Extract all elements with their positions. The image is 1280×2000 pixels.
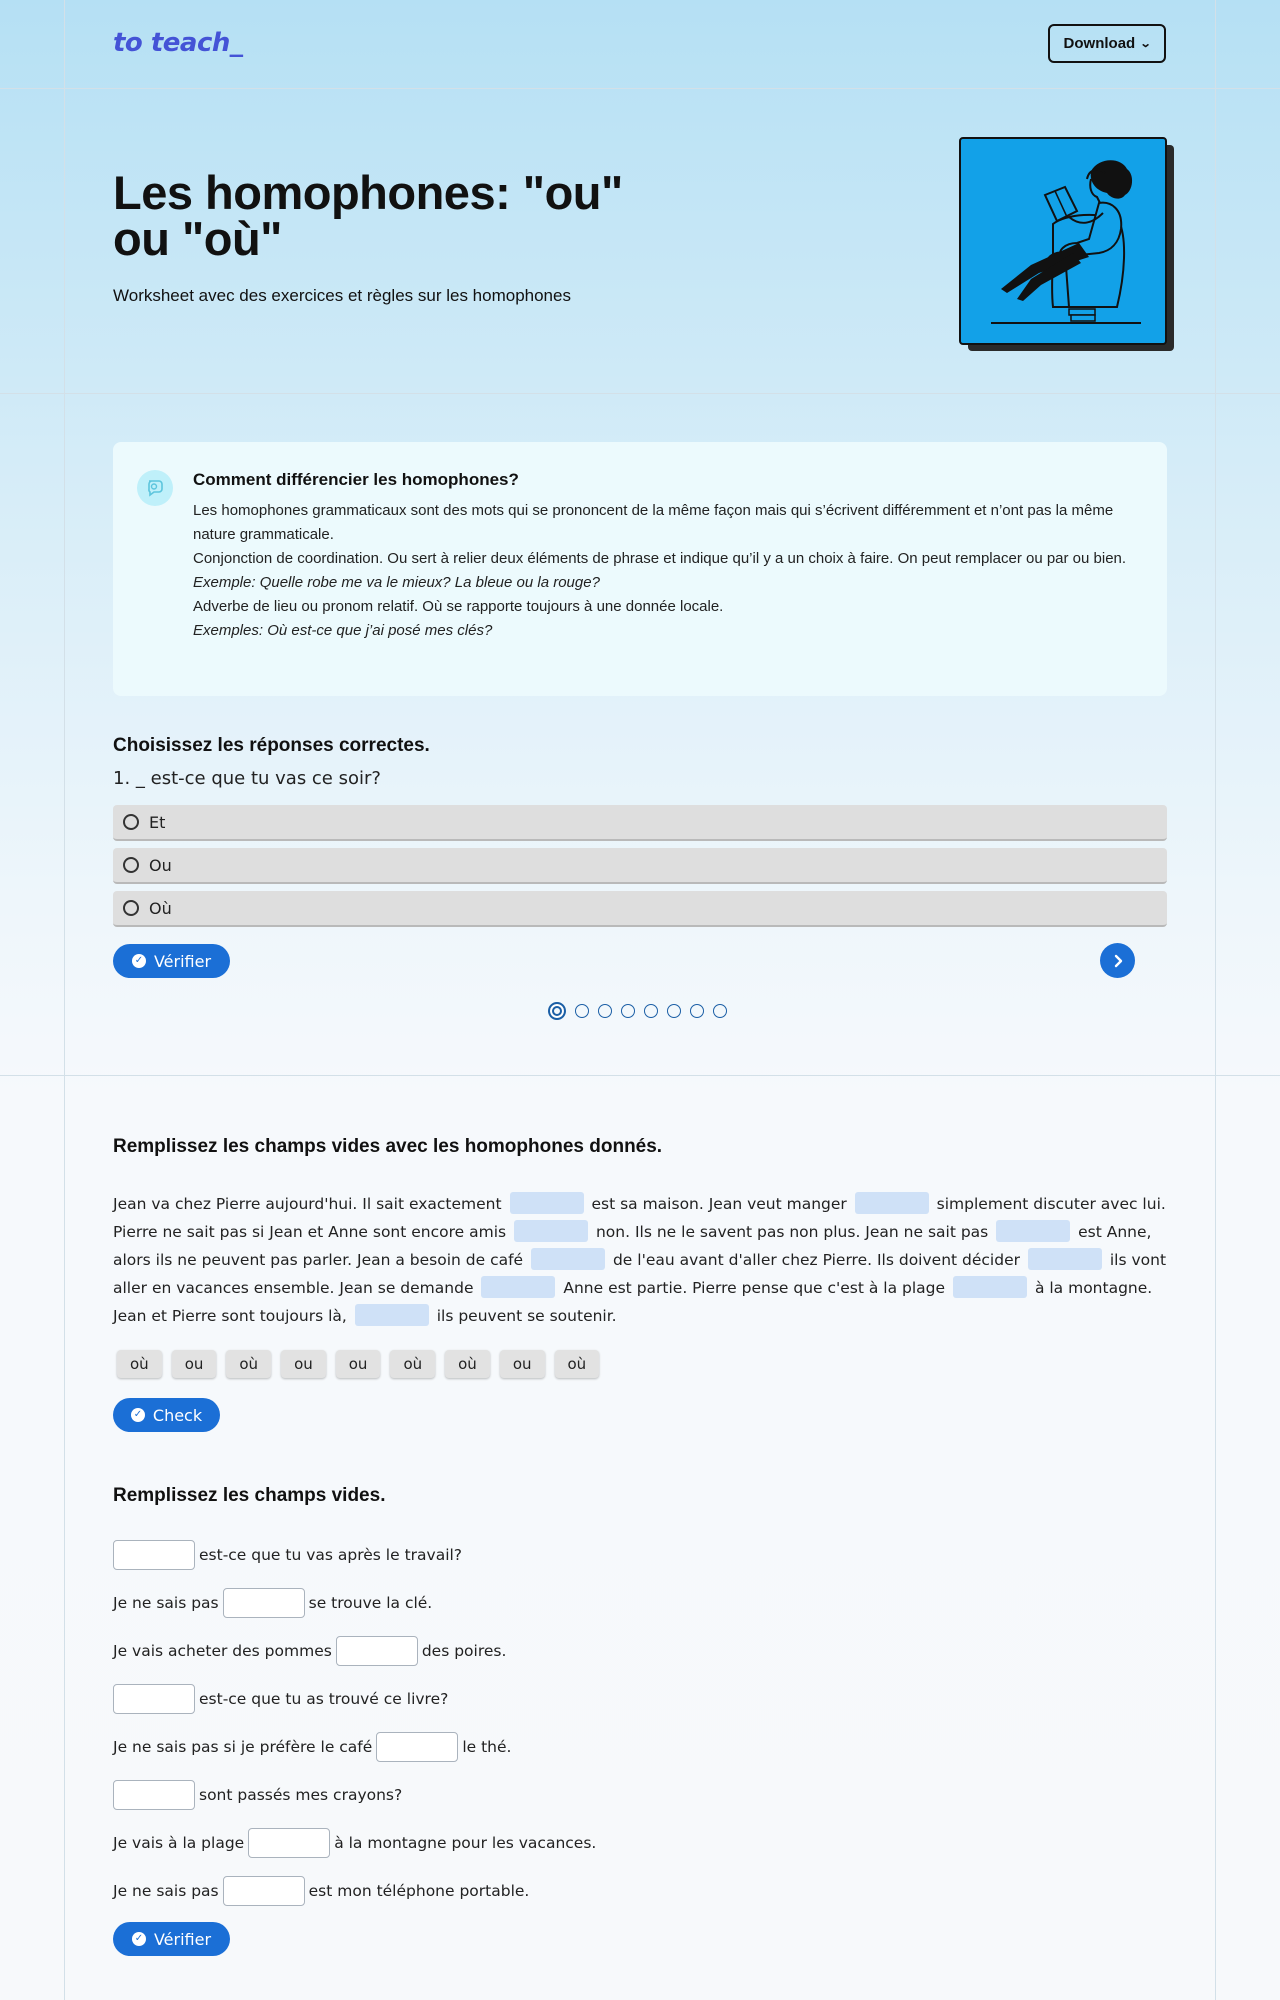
grid-line <box>0 88 1280 89</box>
chevron-right-icon <box>1111 954 1125 968</box>
word-chip[interactable]: où <box>445 1350 490 1378</box>
sentence-row <box>113 1875 529 1907</box>
sentence-text: sont passés mes crayons? <box>199 1786 403 1804</box>
chat-bubble-icon <box>137 470 173 506</box>
word-bank <box>117 1350 599 1378</box>
info-line: Adverbe de lieu ou pronom relatif. Où se rapporte toujours à une donnée locale. <box>193 598 724 615</box>
sentence-text: est mon téléphone portable. <box>308 1882 530 1900</box>
grid-line <box>1215 0 1216 2000</box>
sentence-text: à la montagne pour les vacances. <box>334 1834 597 1852</box>
sentence-row <box>113 1587 432 1619</box>
question-pagination <box>548 1002 727 1020</box>
info-title: Comment différencier les homophones? <box>193 470 519 489</box>
pagination-dot[interactable] <box>644 1004 658 1018</box>
answer-input[interactable] <box>113 1540 195 1570</box>
sentence-text: le thé. <box>462 1738 512 1756</box>
quiz-title: Choisissez les réponses correctes. <box>113 735 430 756</box>
answer-input[interactable] <box>336 1636 418 1666</box>
fill-paragraph <box>113 1190 1173 1330</box>
sentence-row <box>113 1827 596 1859</box>
paragraph-text: Jean va chez Pierre aujourd'hui. Il sait exactement <box>113 1195 502 1213</box>
drop-blank[interactable] <box>355 1304 429 1326</box>
answer-input[interactable] <box>223 1588 305 1618</box>
page-subtitle: Worksheet avec des exercices et règles sur les homophones <box>113 286 571 305</box>
sentences-check-button[interactable] <box>113 1922 230 1956</box>
quiz-option-label: Où <box>149 898 172 918</box>
quiz-question: 1. _ est-ce que tu vas ce soir? <box>113 768 381 789</box>
word-chip[interactable]: où <box>117 1350 162 1378</box>
drop-blank[interactable] <box>855 1192 929 1214</box>
info-line: Conjonction de coordination. Ou sert à relier deux éléments de phrase et indique qu’il y a un choix à faire. On peut remplacer ou par ou bien. <box>193 550 1127 567</box>
pagination-dot[interactable] <box>598 1004 612 1018</box>
site-logo[interactable]: to teach_ <box>113 28 243 58</box>
info-example: Exemples: Où est-ce que j’ai posé mes clés? <box>193 622 493 639</box>
answer-input[interactable] <box>223 1876 305 1906</box>
word-chip[interactable]: ou <box>281 1350 326 1378</box>
grid-line <box>0 1075 1280 1076</box>
sentence-text: Je vais à la plage <box>113 1834 245 1852</box>
drop-blank[interactable] <box>514 1220 588 1242</box>
paragraph-check-button[interactable] <box>113 1398 220 1432</box>
pagination-dot[interactable] <box>575 1004 589 1018</box>
pagination-dot[interactable] <box>713 1004 727 1018</box>
drop-blank[interactable] <box>1028 1248 1102 1270</box>
paragraph-text: non. Ils ne le savent pas non plus. Jean ne sait pas <box>595 1223 989 1241</box>
paragraph-text: ils vont aller en vacances ensemble. Jean se demande <box>113 1251 1167 1297</box>
sentence-text: Je ne sais pas <box>113 1882 219 1900</box>
info-line: Les homophones grammaticaux sont des mots qui se prononcent de la même façon mais qui s’écrivent différemment et n’ont pas la même nature grammaticale. <box>193 502 1114 543</box>
drop-blank[interactable] <box>996 1220 1070 1242</box>
word-chip[interactable]: ou <box>336 1350 381 1378</box>
radio-button[interactable] <box>123 857 139 873</box>
sentence-text: se trouve la clé. <box>308 1594 433 1612</box>
quiz-option[interactable] <box>113 805 1167 841</box>
fill-sentences-title: Remplissez les champs vides. <box>113 1485 386 1506</box>
paragraph-text: à la montagne. Jean et Pierre sont toujours là, <box>113 1279 1153 1325</box>
sentences-check-label: Vérifier <box>153 1929 212 1949</box>
radio-button[interactable] <box>123 900 139 916</box>
paragraph-text: est Anne, alors ils ne peuvent pas parler. Jean a besoin de café <box>113 1223 1152 1269</box>
info-example: Exemple: Quelle robe me va le mieux? La bleue ou la rouge? <box>193 574 600 591</box>
word-chip[interactable]: ou <box>500 1350 545 1378</box>
pagination-dot[interactable] <box>621 1004 635 1018</box>
sentence-row <box>113 1731 511 1763</box>
paragraph-text: est sa maison. Jean veut manger <box>591 1195 847 1213</box>
answer-input[interactable] <box>113 1780 195 1810</box>
sentence-text: est-ce que tu vas après le travail? <box>199 1546 463 1564</box>
word-chip[interactable]: ou <box>172 1350 217 1378</box>
sentence-text: Je vais acheter des pommes <box>113 1642 332 1660</box>
word-chip[interactable]: où <box>226 1350 271 1378</box>
quiz-option-label: Ou <box>149 855 172 875</box>
answer-input[interactable] <box>248 1828 330 1858</box>
sentence-text: des poires. <box>421 1642 507 1660</box>
reading-woman-illustration <box>959 137 1167 345</box>
drop-blank[interactable] <box>481 1276 555 1298</box>
sentence-row <box>113 1683 448 1715</box>
quiz-check-button[interactable] <box>113 944 230 978</box>
download-label: Download <box>1063 35 1136 52</box>
paragraph-check-label: Check <box>152 1405 203 1425</box>
paragraph-text: de l'eau avant d'aller chez Pierre. Ils doivent décider <box>612 1251 1020 1269</box>
radio-button[interactable] <box>123 814 139 830</box>
pagination-dot[interactable] <box>667 1004 681 1018</box>
next-question-button[interactable] <box>1100 943 1135 978</box>
answer-input[interactable] <box>113 1684 195 1714</box>
quiz-option[interactable] <box>113 848 1167 884</box>
drop-blank[interactable] <box>953 1276 1027 1298</box>
quiz-option[interactable] <box>113 891 1167 927</box>
check-circle-icon: ✓ <box>131 1408 145 1422</box>
check-circle-icon: ✓ <box>132 954 146 968</box>
quiz-option-label: Et <box>149 812 166 832</box>
chevron-down-icon: ⌄ <box>1139 38 1152 50</box>
drop-blank[interactable] <box>510 1192 584 1214</box>
paragraph-text: Anne est partie. Pierre pense que c'est à la plage <box>563 1279 946 1297</box>
download-button[interactable] <box>1048 24 1166 63</box>
fill-paragraph-title: Remplissez les champs vides avec les homophones donnés. <box>113 1136 663 1157</box>
info-card <box>113 442 1167 696</box>
paragraph-text: ils peuvent se soutenir. <box>436 1307 617 1325</box>
pagination-dot[interactable] <box>548 1002 566 1020</box>
sentence-text: est-ce que tu as trouvé ce livre? <box>199 1690 449 1708</box>
check-circle-icon: ✓ <box>132 1932 146 1946</box>
paragraph-text: simplement discuter avec lui. Pierre ne sait pas si Jean et Anne sont encore amis <box>113 1195 1166 1241</box>
grid-line <box>0 393 1280 394</box>
sentence-row <box>113 1539 462 1571</box>
sentence-row <box>113 1635 506 1667</box>
sentence-text: Je ne sais pas <box>113 1594 219 1612</box>
grid-line <box>64 0 65 2000</box>
top-bar <box>0 0 1280 88</box>
word-chip[interactable]: où <box>390 1350 435 1378</box>
quiz-check-label: Vérifier <box>153 951 212 971</box>
answer-input[interactable] <box>376 1732 458 1762</box>
sentence-text: Je ne sais pas si je préfère le café <box>113 1738 373 1756</box>
info-body <box>193 499 1143 643</box>
drop-blank[interactable] <box>531 1248 605 1270</box>
page-title: Les homophones: "ou" ou "où" <box>113 166 623 265</box>
pagination-dot[interactable] <box>690 1004 704 1018</box>
word-chip[interactable]: où <box>555 1350 600 1378</box>
sentence-row <box>113 1779 402 1811</box>
